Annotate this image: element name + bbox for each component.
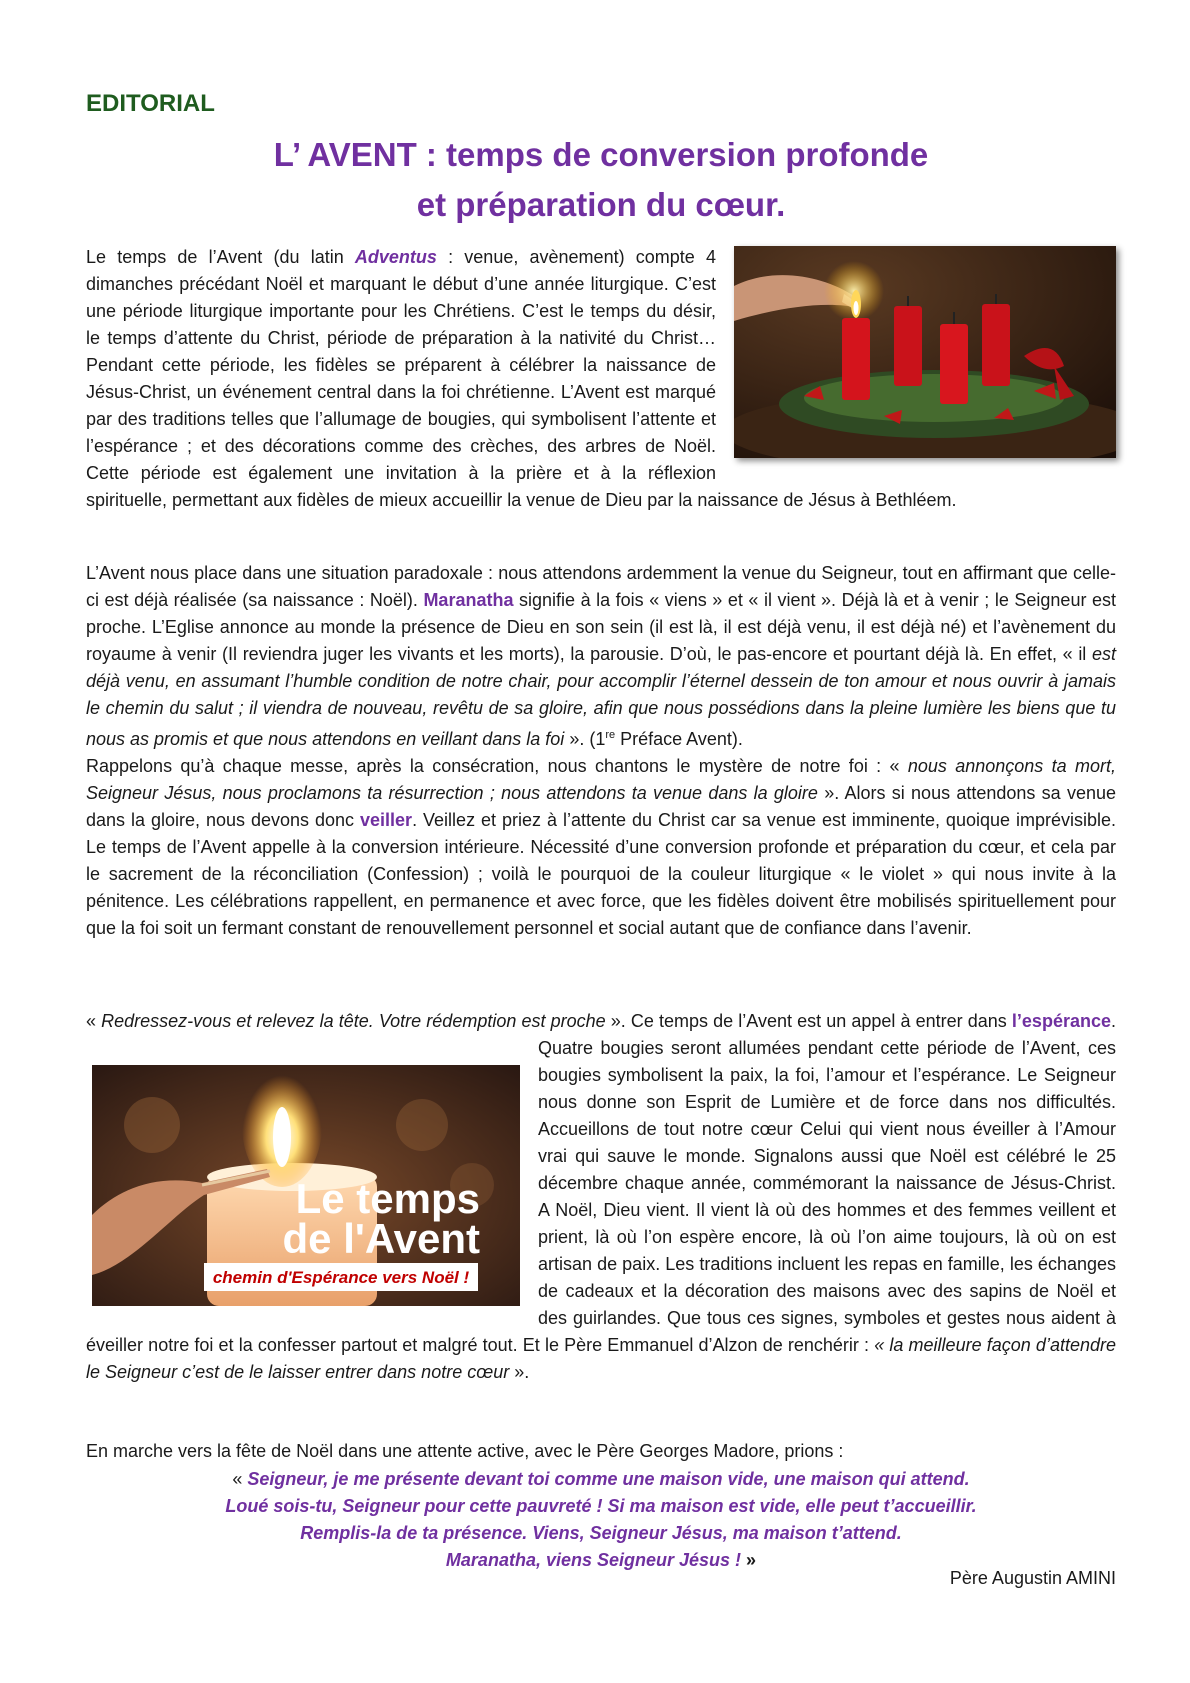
adventus-term: Adventus (354, 247, 437, 267)
paradox-text-b: signifie à la fois « viens » et « il vient ». Déjà là et à venir ; le Seigneur est proche. L’Eglise annonce au monde la présence de Dieu en son sein (il est là, il est déjà venu, il est déjà né) et l’avènement du royaume à venir (Il reviendra juger les vivants et les morts), la parousie. D’où, le pas-encore et pourtant déjà là. En effet, « il (86, 590, 1116, 664)
section-label: EDITORIAL (86, 90, 215, 117)
title-line-1: L’ AVENT : temps de conversion profonde (273, 136, 929, 173)
prayer-close-quote: » (741, 1550, 757, 1570)
redemption-quote: Redressez-vous et relevez la tête. Votre rédemption est proche (101, 1011, 606, 1031)
preface-quote: est déjà venu, en assumant l’humble condition de notre chair, pour accomplir l’éternel dessein de ton amour et nous ouvrir à jamais le chemin du salut ; il viendra de nouveau, revêtu de sa gloire, afin que nous possédions dans la pleine lumière les biens que tu nous as promis et que nous attendons en veillant dans la foi (86, 644, 1116, 749)
paragraph-prayer-intro (86, 1438, 1116, 1465)
maranatha-term: Maranatha (423, 590, 514, 610)
paradox-text-e: Rappelons qu’à chaque messe, après la consécration, nous chantons le mystère de notre foi : « (86, 756, 908, 776)
prayer-line-4: Maranatha, viens Seigneur Jésus ! (445, 1550, 742, 1570)
alzon-quote: « la meilleure façon d’attendre le Seigneur c’est de le laisser entrer dans notre cœur (86, 1335, 1116, 1382)
image-title-line-1: Le temps (295, 1175, 480, 1222)
paragraph-hope (86, 1008, 1116, 1386)
hope-text-b: ». Ce temps de l’Avent est un appel à entrer dans (605, 1011, 1012, 1031)
paradox-text-a: L’Avent nous place dans une situation paradoxale : nous attendons ardemment la venue du Seigneur, tout en affirmant que celle-ci est déjà réalisée (sa naissance : Noël). (86, 563, 1116, 610)
hope-text-c: . Quatre bougies seront allumées pendant cette période de l’Avent, ces bougies symbolisent la paix, la foi, l’amour et l’espérance. Le Seigneur nous donne son Esprit de Lumière et de force dans nos difficultés. Accueillons de tout notre cœur Celui qui vient nous éveiller à l’Amour vrai qui sauve le monde. Signalons aussi que Noël est célébré le 25 décembre chaque année, commémorant la naissance de Jésus-Christ. A Noël, Dieu vient. Il vient là où des hommes et des femmes veillent et prient, là où l’on espère encore, là où l’on aime toujours, là où on est artisan de paix. Les traditions incluent les repas en famille, les échanges de cadeaux et la décoration des maisons avec des sapins de Noël et des guirlandes. Que tous ces signes, symboles et gestes nous aident à éveiller notre foi et la confesser partout et malgré tout. Et le Père Emmanuel d’Alzon de renchérir : (86, 1011, 1116, 1355)
image-badge-text: chemin d'Espérance vers Noël ! (212, 1268, 470, 1287)
paradox-text-d: Préface Avent). (615, 729, 743, 749)
advent-candle-image (92, 1065, 520, 1306)
paradox-text-f: ». Alors si nous attendons sa venue dans la gloire, nous devons donc (86, 783, 1117, 830)
signature: Père Augustin AMINI (949, 1568, 1116, 1588)
paradox-text-g: . Veillez et priez à l’attente du Christ car sa venue est imminente, quoique imprévisible. Le temps de l’Avent appelle à la conversion intérieure. Nécessité d’une conversion profonde et préparation du cœur, et cela par le sacrement de la réconciliation (Confession) ; voilà le pourquoi de la couleur liturgique « le violet » qui nous invite à la pénitence. Les célébrations rappellent, en permanence et avec force, que les fidèles doivent être mobilisés spirituellement pour que la foi soit un fermant constant de renouvellement personnel et social autant que de confiance dans l’avenir. (86, 810, 1116, 938)
prayer-open-quote: « (232, 1469, 248, 1489)
esperance-term: l’espérance (1011, 1011, 1111, 1031)
hope-text-d: ». (509, 1362, 530, 1382)
intro-text-a: Le temps de l’Avent (du latin (86, 247, 355, 267)
prayer-intro-text: En marche vers la fête de Noël dans une attente active, avec le Père Georges Madore, prions : (86, 1441, 844, 1461)
prayer-line-1: Seigneur, je me présente devant toi comme une maison vide, une maison qui attend. (247, 1469, 970, 1489)
hope-text-a: « (86, 1011, 102, 1031)
paradox-text-c: ». (1 (564, 729, 606, 749)
paragraph-paradox (86, 560, 1116, 942)
prayer-block (86, 1466, 1116, 1574)
intro-text-b: : venue, avènement) compte 4 dimanches précédant Noël et marquant le début d’une année liturgique. C’est une période liturgique importante pour les Chrétiens. C’est le temps du désir, le temps d’attente du Christ, période de préparation à la nativité du Christ… Pendant cette période, les fidèles se préparent à célébrer la naissance de Jésus-Christ, un événement central dans la foi chrétienne. L’Avent est marqué par des traditions telles que l’allumage de bougies, qui symbolisent l’attente et l’espérance ; et des décorations comme des crèches, des arbres de Noël. Cette période est également une invitation à la prière et à la réflexion spirituelle, permettant aux fidèles de mieux accueillir la venue de Dieu par la naissance de Jésus à Bethléem. (86, 247, 957, 510)
page-title (86, 130, 1116, 230)
image-title-line-2: de l'Avent (282, 1215, 480, 1262)
mystery-quote: nous annonçons ta mort, Seigneur Jésus, nous proclamons ta résurrection ; nous attendons ta venue dans la gloire (86, 756, 1116, 803)
veiller-term: veiller (360, 810, 413, 830)
title-line-2: et préparation du cœur. (416, 186, 786, 223)
paragraph-intro (86, 244, 1116, 514)
prayer-line-3: Remplis-la de ta présence. Viens, Seigneur Jésus, ma maison t’attend. (300, 1523, 902, 1543)
advent-wreath-image (734, 246, 1116, 458)
prayer-line-2: Loué sois-tu, Seigneur pour cette pauvreté ! Si ma maison est vide, elle peut t’accueillir. (225, 1496, 977, 1516)
ordinal-sup: re (605, 729, 616, 741)
